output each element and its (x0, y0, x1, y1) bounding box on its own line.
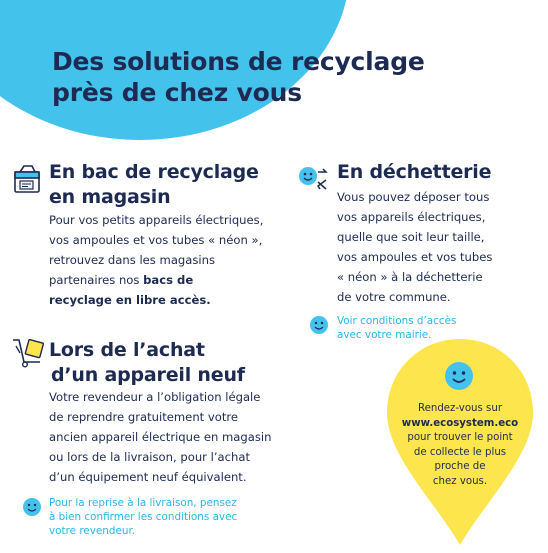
section-magasin-line (49, 290, 263, 310)
delivery-trolley-icon (10, 336, 46, 368)
smiley-icon (22, 497, 42, 517)
section-dechetterie-line: quelle que soit leur taille, (337, 230, 485, 244)
section-magasin-bold-text: recyclage en libre accès. (49, 293, 211, 307)
section-magasin-line: vos ampoules et vos tubes « néon », (49, 233, 263, 247)
section-achat-text (49, 387, 271, 487)
page-title-line1: Des solutions de recyclage (52, 47, 425, 76)
section-dechetterie-line: de votre commune. (337, 290, 451, 304)
section-magasin-line: retrouvez dans les magasins (49, 253, 216, 267)
section-magasin-title-line1: En bac de recyclage (49, 161, 259, 183)
section-achat-line: d’un équipement neuf équivalent. (49, 470, 247, 484)
section-achat-line: ou lors de la livraison, pour l’achat (49, 450, 251, 464)
section-magasin-title-line2: en magasin (49, 186, 171, 208)
pin-line: Rendez-vous sur (417, 403, 503, 414)
pin-line: de collecte le plus (413, 446, 507, 458)
pin-line: chez vous. (432, 475, 488, 487)
website-link[interactable]: www.ecosystem.eco (401, 417, 519, 429)
section-magasin-title (49, 160, 259, 210)
section-dechetterie-line: Vous pouvez déposer tous (337, 190, 490, 204)
smiley-recycle-icon (296, 162, 330, 192)
section-dechetterie-note-line: Voir conditions d’accès (337, 315, 457, 327)
page-title-line2: près de chez vous (52, 78, 302, 107)
pin-text (395, 402, 525, 489)
section-magasin-line (49, 270, 263, 290)
section-achat-note-line: votre revendeur. (49, 525, 136, 537)
section-achat-note (49, 496, 237, 538)
recycling-bin-icon (12, 164, 42, 194)
smiley-icon (309, 315, 329, 335)
section-dechetterie-line: vos appareils électriques, (337, 210, 486, 224)
section-dechetterie-title: En déchetterie (337, 161, 492, 183)
section-achat-note-line: Pour la reprise à la livraison, pensez (49, 497, 237, 509)
section-magasin-text (49, 210, 263, 310)
pin-line: proche de (434, 461, 486, 472)
section-achat-line: de reprendre gratuitement votre (49, 410, 239, 424)
section-magasin-bold-text: bacs de (143, 273, 194, 287)
pin-line: pour trouver le point (407, 432, 513, 443)
page-title (52, 46, 425, 108)
section-achat-note-line: à bien confirmer les conditions avec (49, 511, 238, 523)
section-dechetterie-note-line: avec votre mairie. (337, 329, 432, 341)
section-magasin-line: Pour vos petits appareils électriques, (49, 213, 264, 227)
section-magasin-line-part: partenaires nos (49, 273, 140, 287)
smiley-icon (444, 361, 474, 391)
section-achat-title-line1: Lors de l’achat (49, 339, 205, 361)
section-achat-title-line2: d’un appareil neuf (51, 364, 245, 386)
section-dechetterie-line: vos ampoules et vos tubes (337, 250, 493, 264)
section-achat-line: Votre revendeur a l’obligation légale (49, 390, 261, 404)
section-achat-line: ancien appareil électrique en magasin (49, 430, 272, 444)
section-dechetterie-line: « néon » à la déchetterie (337, 270, 483, 284)
section-achat-title (49, 338, 245, 388)
section-dechetterie-text (337, 187, 492, 307)
